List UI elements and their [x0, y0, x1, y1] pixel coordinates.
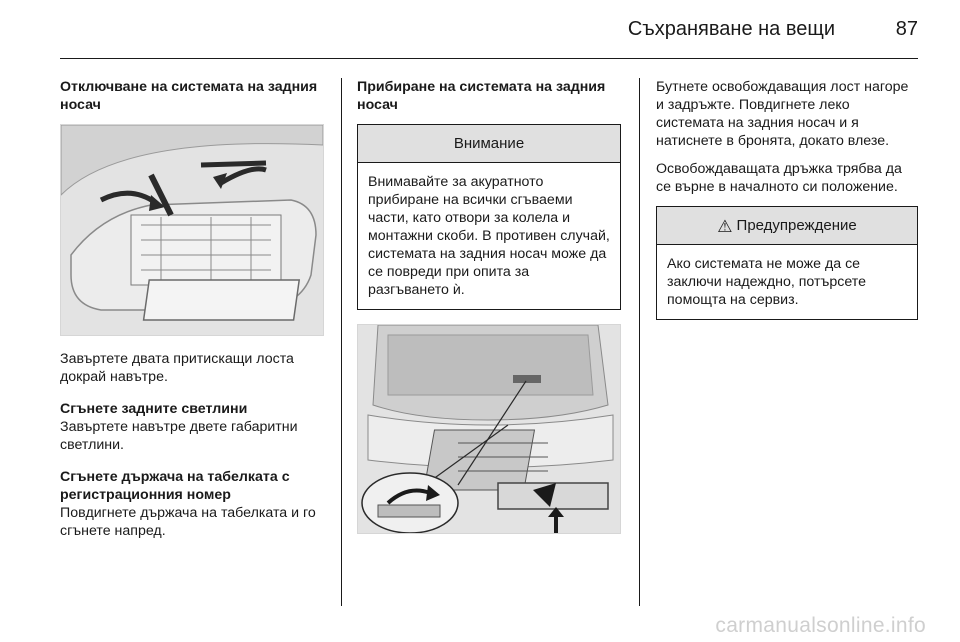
column-1: [60, 78, 324, 540]
section-heading-fold-lights: Сгънете задните светлини: [60, 401, 248, 417]
instruction-text-handle-return: Освобождаващата дръжка трябва да се върне в началното си положение.: [656, 161, 902, 195]
page-number: 87: [895, 18, 918, 40]
section-heading-fold-plate-holder: Сгънете държача на табелката с регистрационния номер: [60, 469, 290, 503]
section-heading-stow: Прибиране на системата на задния носач: [357, 79, 606, 113]
header-divider: [60, 58, 918, 59]
figure-release-levers: [60, 124, 324, 336]
caution-title: Внимание: [358, 125, 620, 163]
watermark-text: carmanualsonline.info: [715, 614, 926, 637]
column-divider-1: [341, 78, 342, 606]
warning-box: [656, 206, 918, 320]
section-heading-unlock: Отключване на системата на задния носач: [60, 79, 318, 113]
warning-header: [657, 207, 917, 245]
page-header-title: Съхраняване на вещи: [627, 18, 835, 40]
warning-text: Ако системата не може да се заключи надеждно, потърсете помощта на сервиз.: [667, 256, 866, 308]
column-2: [357, 78, 621, 534]
figure-stow-carrier: [357, 324, 621, 534]
instruction-text-2: Завъртете навътре двете габаритни светлини.: [60, 419, 298, 453]
caution-text: Внимавайте за акуратното прибиране на всички сгъваеми части, като отвори за колела и монтажни скоби. В противен случай, системата на задния носач може да се повреди при опита за разгъването ѝ.: [368, 174, 610, 298]
warning-title: Предупреждение: [736, 217, 857, 234]
column-3: [656, 78, 920, 320]
caution-box: [357, 124, 621, 310]
instruction-text-3: Повдигнете държача на табелката и го сгънете напред.: [60, 505, 316, 539]
instruction-text-push: Бутнете освобождаващия лост нагоре и задръжте. Повдигнете леко системата на задния носач и я натиснете в бронята, докато влезе.: [656, 79, 909, 149]
column-divider-2: [639, 78, 640, 606]
instruction-text-1: Завъртете двата притискащи лоста докрай навътре.: [60, 351, 294, 385]
warning-triangle-icon: ⚠: [717, 216, 733, 236]
